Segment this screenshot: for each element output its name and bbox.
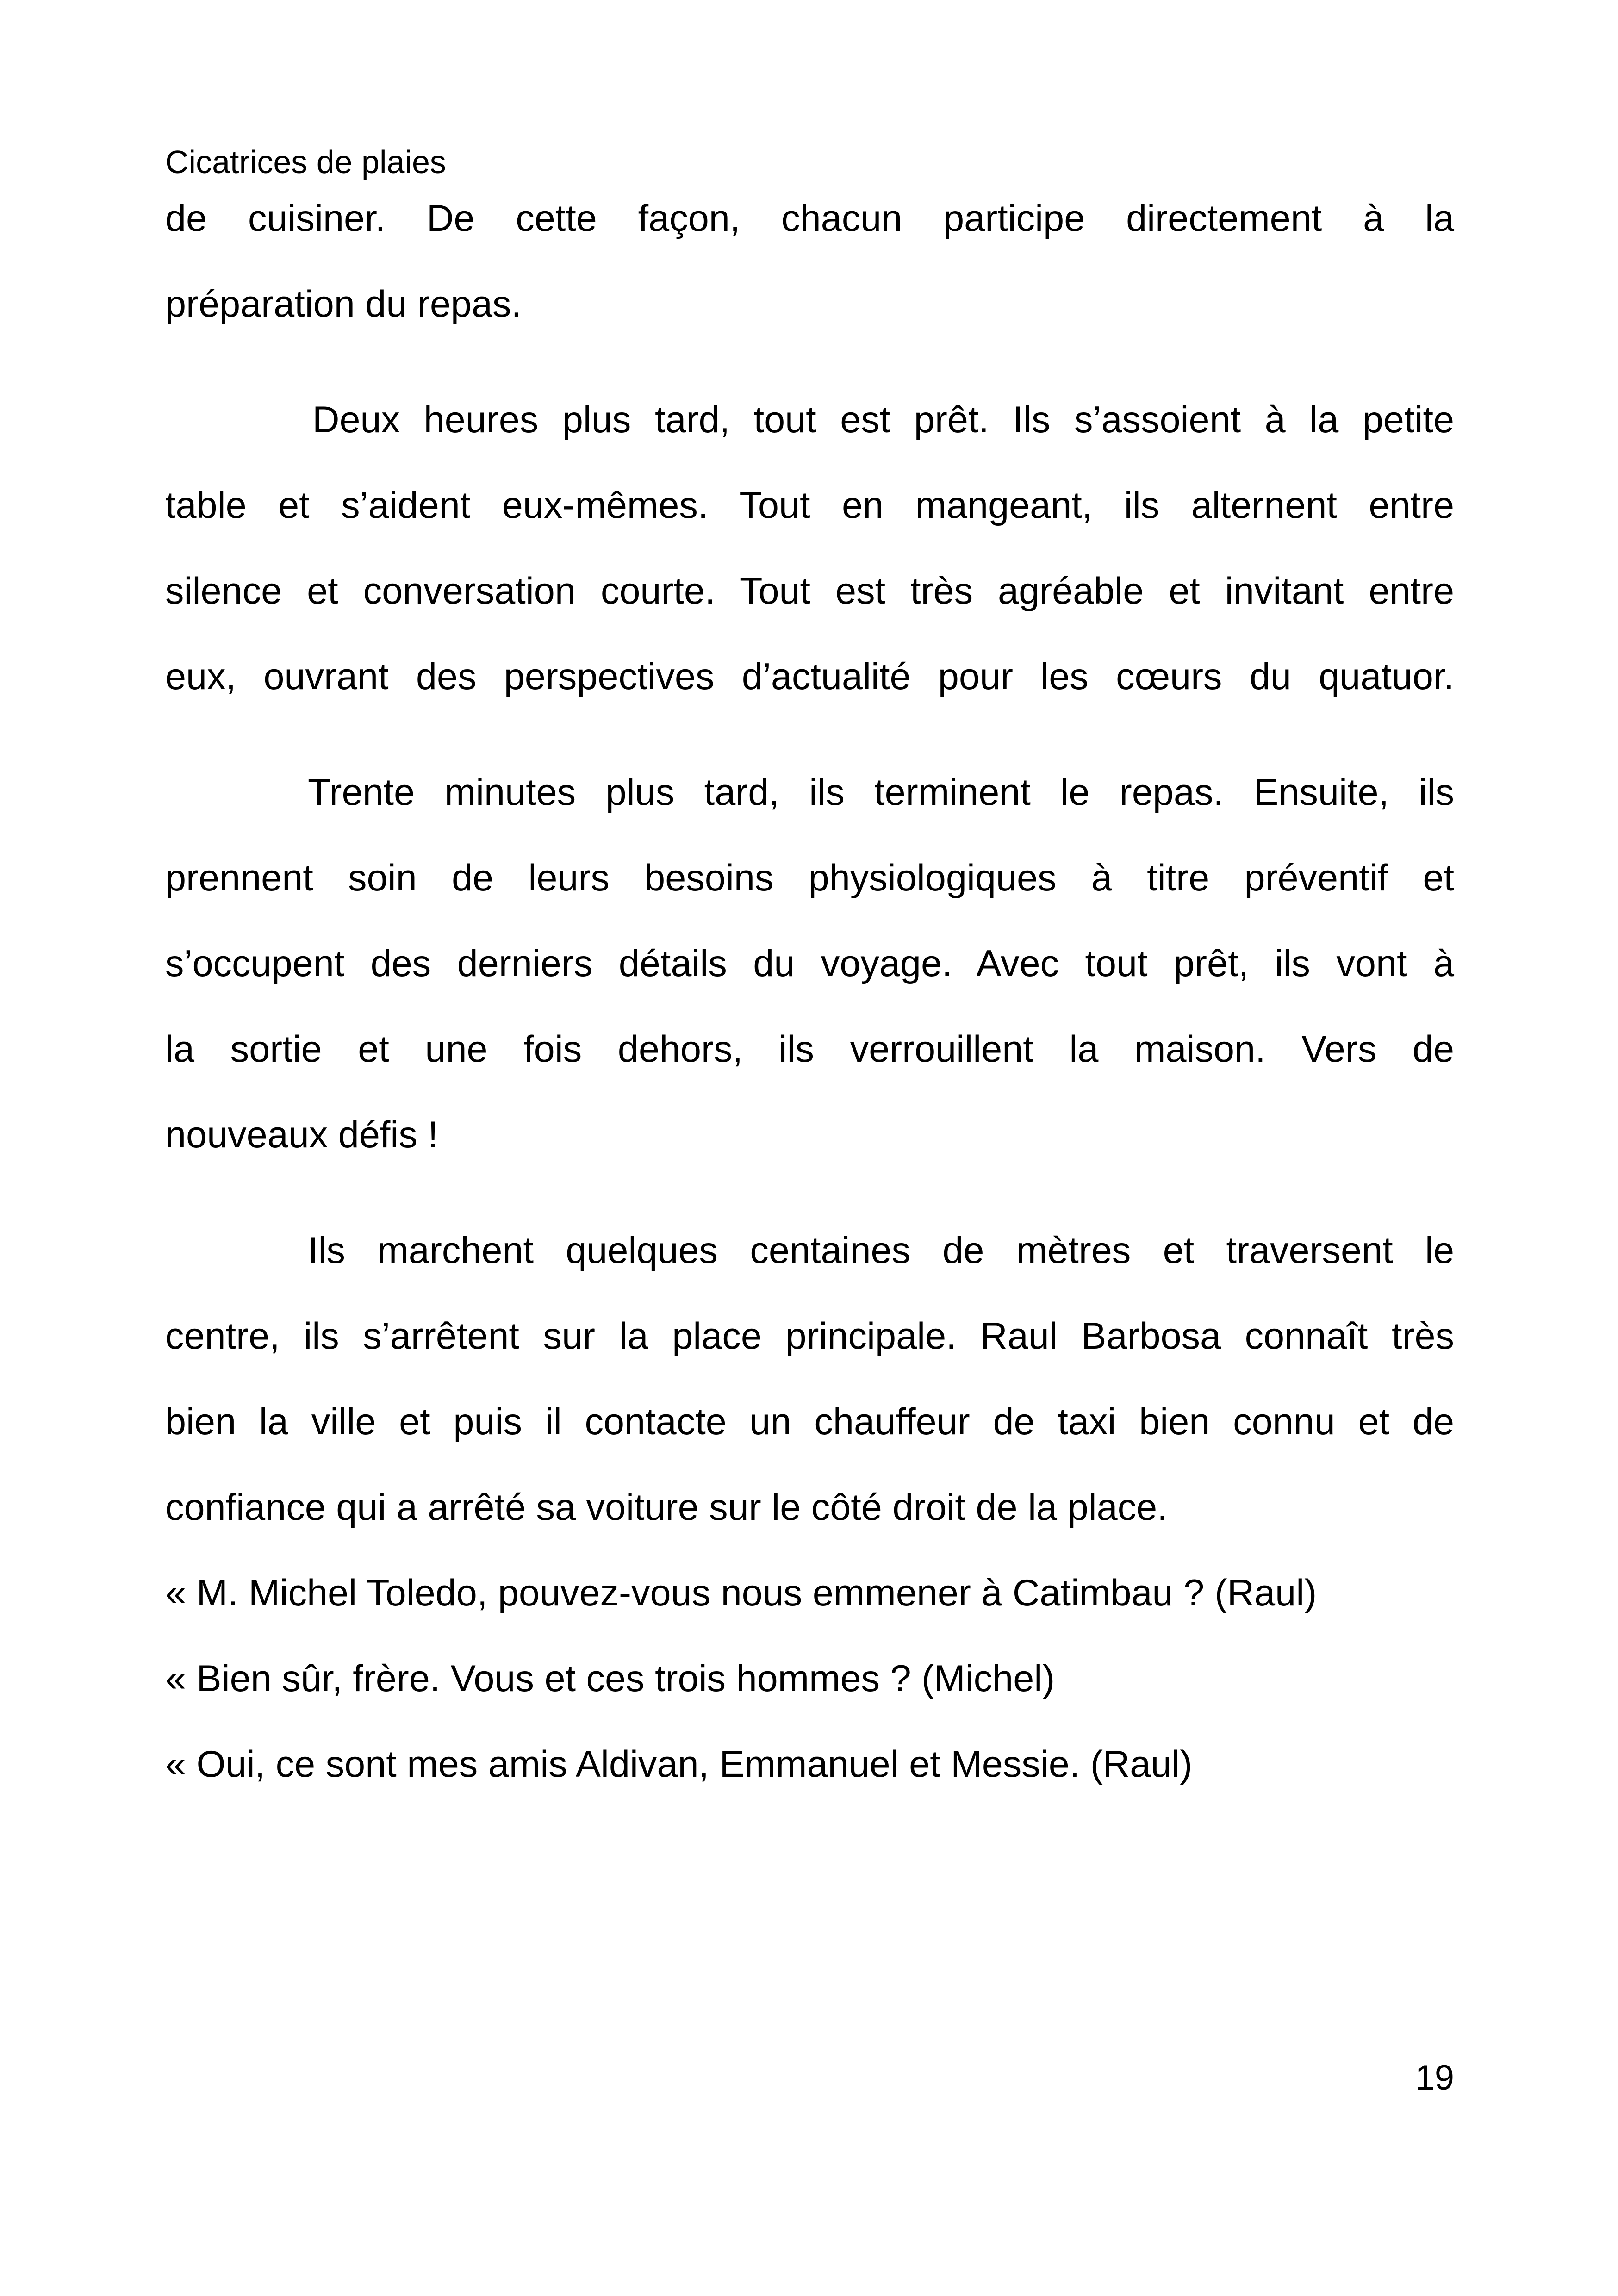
text-line: eux, ouvrant des perspectives d’actualité pour les cœurs du quatuor. xyxy=(165,656,1454,697)
text-line: de cuisiner. De cette façon, chacun participe directement à la xyxy=(165,198,1454,239)
dialogue-line: « M. Michel Toledo, pouvez-vous nous emmener à Catimbau ? (Raul) xyxy=(165,1572,1317,1614)
text-line: Trente minutes plus tard, ils terminent le repas. Ensuite, ils xyxy=(308,772,1454,813)
text-line: préparation du repas. xyxy=(165,283,522,325)
running-header: Cicatrices de plaies xyxy=(165,144,446,180)
text-line: bien la ville et puis il contacte un chauffeur de taxi bien connu et de xyxy=(165,1401,1454,1443)
paragraph-4 xyxy=(165,1217,1454,1560)
text-line: nouveaux défis ! xyxy=(165,1114,438,1156)
dialogue-line: « Bien sûr, frère. Vous et ces trois hommes ? (Michel) xyxy=(165,1658,1055,1699)
text-line: table et s’aident eux-mêmes. Tout en mangeant, ils alternent entre xyxy=(165,485,1454,526)
text-line: Deux heures plus tard, tout est prêt. Ils s’assoient à la petite xyxy=(312,399,1454,441)
paragraph-3 xyxy=(165,759,1454,1187)
text-line: la sortie et une fois dehors, ils verrouillent la maison. Vers de xyxy=(165,1028,1454,1070)
paragraph-2 xyxy=(165,386,1454,729)
text-line: confiance qui a arrêté sa voiture sur le côté droit de la place. xyxy=(165,1487,1168,1528)
dialogue xyxy=(165,1560,1454,1817)
text-line: prennent soin de leurs besoins physiologiques à titre préventif et xyxy=(165,857,1454,899)
dialogue-line: « Oui, ce sont mes amis Aldivan, Emmanuel et Messie. (Raul) xyxy=(165,1743,1193,1785)
paragraph-1 xyxy=(165,185,1454,356)
text-line: s’occupent des derniers détails du voyage. Avec tout prêt, ils vont à xyxy=(165,943,1454,984)
text-line: silence et conversation courte. Tout est très agréable et invitant entre xyxy=(165,570,1454,612)
page-body xyxy=(165,185,1454,1817)
text-line: centre, ils s’arrêtent sur la place principale. Raul Barbosa connaît très xyxy=(165,1315,1454,1357)
page-number: 19 xyxy=(1415,2058,1454,2097)
text-line: Ils marchent quelques centaines de mètres et traversent le xyxy=(308,1230,1454,1271)
